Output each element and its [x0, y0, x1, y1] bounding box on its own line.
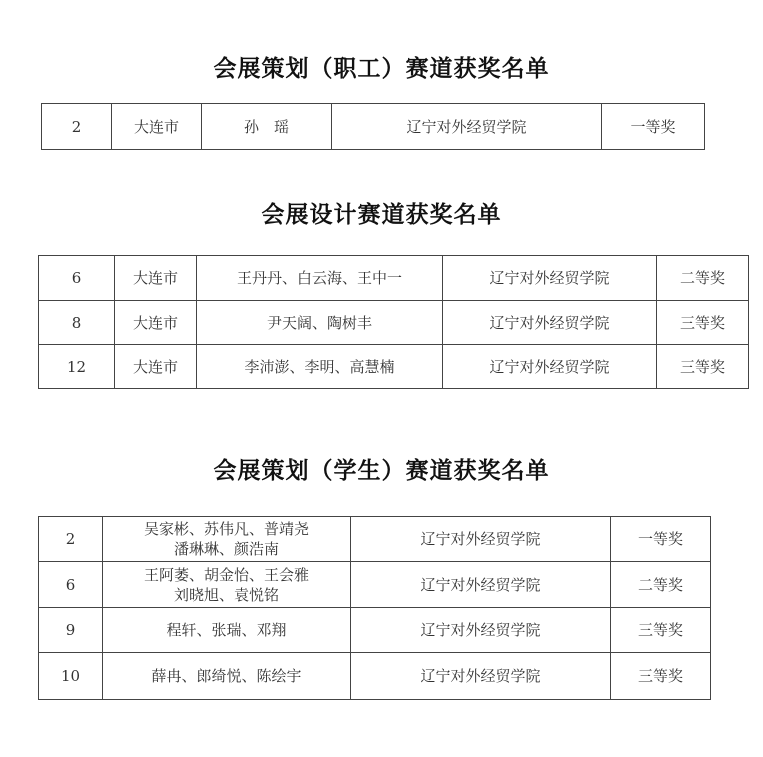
rank-cell: 6 — [39, 256, 115, 301]
names-cell — [103, 517, 351, 562]
section-title-planning-student: 会展策划（学生）赛道获奖名单 — [213, 458, 550, 484]
prize-cell: 二等奖 — [657, 256, 749, 301]
prize-cell: 三等奖 — [657, 301, 749, 345]
names-cell: 王丹丹、白云海、王中一 — [197, 256, 443, 301]
section-title-planning-staff: 会展策划（职工）赛道获奖名单 — [213, 56, 550, 82]
table-row — [39, 345, 749, 389]
table-row — [39, 562, 711, 608]
school-cell: 辽宁对外经贸学院 — [443, 301, 657, 345]
names-cell: 薛冉、郎绮悦、陈绘宇 — [103, 653, 351, 700]
names-cell: 李沛澎、李明、高慧楠 — [197, 345, 443, 389]
school-cell: 辽宁对外经贸学院 — [351, 608, 611, 653]
names-line: 王阿萎、胡金怡、王会雅 — [143, 565, 309, 584]
award-table-planning-student — [38, 516, 711, 700]
school-cell: 辽宁对外经贸学院 — [351, 653, 611, 700]
school-cell: 辽宁对外经贸学院 — [443, 256, 657, 301]
city-cell: 大连市 — [115, 345, 197, 389]
school-cell: 辽宁对外经贸学院 — [443, 345, 657, 389]
prize-cell: 一等奖 — [611, 517, 711, 562]
prize-cell: 三等奖 — [611, 653, 711, 700]
names-cell — [103, 562, 351, 608]
city-cell: 大连市 — [115, 301, 197, 345]
rank-cell: 10 — [39, 653, 103, 700]
names-line: 刘晓旭、袁悦铭 — [173, 585, 279, 604]
table-row — [39, 301, 749, 345]
prize-cell: 一等奖 — [602, 104, 705, 150]
school-cell: 辽宁对外经贸学院 — [332, 104, 602, 150]
prize-cell: 三等奖 — [657, 345, 749, 389]
rank-cell: 2 — [39, 517, 103, 562]
city-cell: 大连市 — [115, 256, 197, 301]
rank-cell: 9 — [39, 608, 103, 653]
names-cell: 尹天阔、陶树丰 — [197, 301, 443, 345]
names-line: 潘琳琳、颜浩南 — [173, 540, 279, 558]
award-table-planning-staff — [41, 103, 705, 150]
table-row — [42, 104, 705, 150]
rank-cell: 12 — [39, 345, 115, 389]
table-row — [39, 608, 711, 653]
rank-cell: 2 — [42, 104, 112, 150]
prize-cell: 二等奖 — [611, 562, 711, 608]
rank-cell: 6 — [39, 562, 103, 608]
names-line: 吴家彬、苏伟凡、普靖尧 — [143, 520, 309, 538]
table-row — [39, 517, 711, 562]
school-cell: 辽宁对外经贸学院 — [351, 562, 611, 608]
section-title-design: 会展设计赛道获奖名单 — [261, 202, 502, 228]
names-cell: 程轩、张瑞、邓翔 — [103, 608, 351, 653]
school-cell: 辽宁对外经贸学院 — [351, 517, 611, 562]
table-row — [39, 256, 749, 301]
city-cell: 大连市 — [112, 104, 202, 150]
names-cell: 孙 瑶 — [202, 104, 332, 150]
rank-cell: 8 — [39, 301, 115, 345]
award-table-design — [38, 255, 749, 389]
prize-cell: 三等奖 — [611, 608, 711, 653]
table-row — [39, 653, 711, 700]
